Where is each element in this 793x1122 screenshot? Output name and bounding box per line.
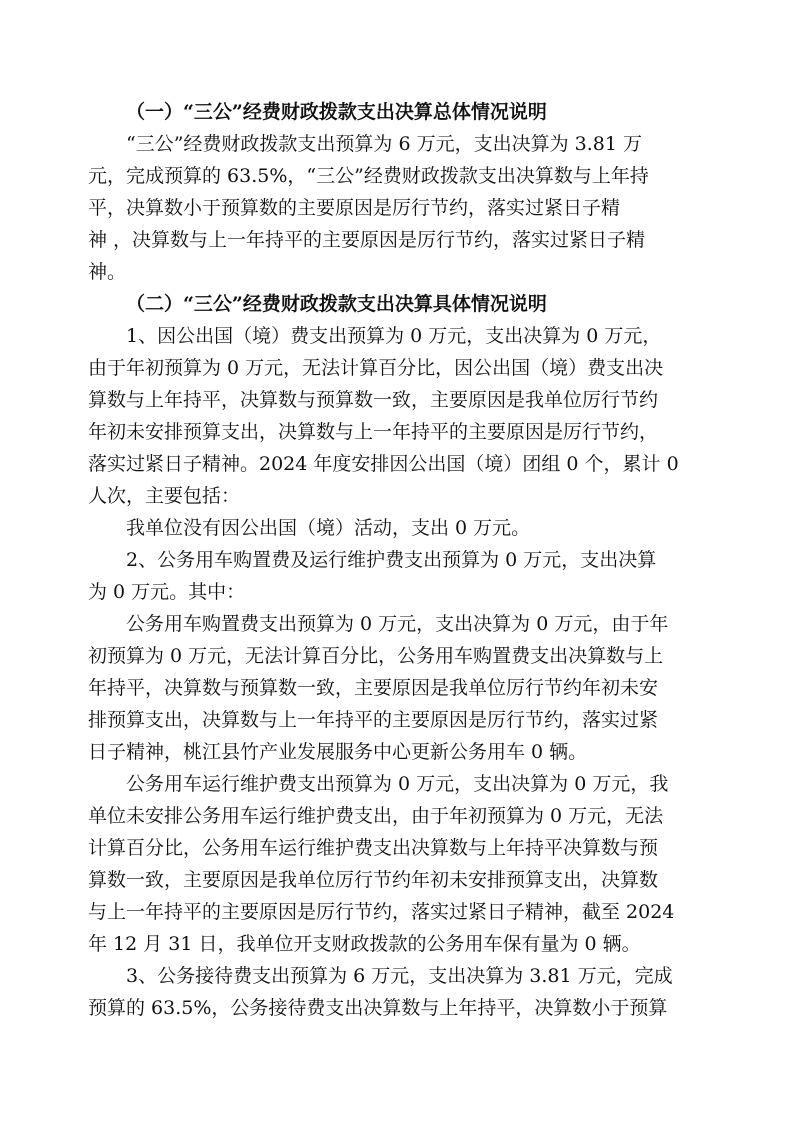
paragraph-line: 计算百分比，公务用车运行维护费支出决算数与上年持平决算数与预 — [88, 837, 659, 859]
paragraph-line: 排预算支出，决算数与上一年持平的主要原因是厉行节约，落实过紧 — [88, 709, 659, 731]
paragraph-line: 算数一致，主要原因是我单位厉行节约年初未安排预算支出，决算数 — [88, 869, 659, 891]
paragraph-line: 日子精神，桃江县竹产业发展服务中心更新公务用车 0 辆。 — [88, 741, 588, 763]
paragraph-line: 年持平，决算数与预算数一致，主要原因是我单位厉行节约年初未安 — [88, 677, 659, 699]
paragraph-line: 人次，主要包括： — [88, 485, 241, 507]
paragraph-line: 元，完成预算的 63.5%，“三公”经费财政拨款支出决算数与上年持 — [88, 165, 649, 187]
paragraph-line: 2、公务用车购置费及运行维护费支出预算为 0 万元，支出决算 — [126, 549, 657, 571]
paragraph-line: 年初未安排预算支出，决算数与上一年持平的主要原因是厉行节约， — [88, 421, 659, 443]
paragraph-line: 1、因公出国（境）费支出预算为 0 万元，支出决算为 0 万元， — [126, 325, 662, 347]
paragraph-line: 算数与上年持平，决算数与预算数一致，主要原因是我单位厉行节约 — [88, 389, 659, 411]
paragraph-line: 公务用车购置费支出预算为 0 万元，支出决算为 0 万元，由于年 — [126, 613, 669, 635]
paragraph-line: 为 0 万元。其中： — [88, 581, 246, 603]
paragraph-line: 与上一年持平的主要原因是厉行节约，落实过紧日子精神，截至 2024 — [88, 901, 675, 923]
paragraph-line: 我单位没有因公出国（境）活动，支出 0 万元。 — [126, 517, 531, 539]
paragraph-line: “三公”经费财政拨款支出预算为 6 万元，支出决算为 3.81 万 — [126, 133, 642, 155]
paragraph-line: 初预算为 0 万元，无法计算百分比，公务用车购置费支出决算数与上 — [88, 645, 664, 667]
paragraph-line: 由于年初预算为 0 万元，无法计算百分比，因公出国（境）费支出决 — [88, 357, 664, 379]
paragraph-line: 预算的 63.5%，公务接待费支出决算数与上年持平，决算数小于预算 — [88, 997, 668, 1019]
paragraph-line: 平，决算数小于预算数的主要原因是厉行节约，落实过紧日子精 — [88, 197, 621, 219]
paragraph-line: 3、公务接待费支出预算为 6 万元，支出决算为 3.81 万元，完成 — [126, 965, 673, 987]
paragraph-line: 年 12 月 31 日，我单位开支财政拨款的公务用车保有量为 0 辆。 — [88, 933, 641, 955]
section2-heading: （二）“三公”经费财政拨款支出决算具体情况说明 — [126, 293, 547, 315]
paragraph-line: 公务用车运行维护费支出预算为 0 万元，支出决算为 0 万元，我 — [126, 773, 669, 795]
paragraph-line: 落实过紧日子精神。2024 年度安排因公出国（境）团组 0 个，累计 0 — [88, 453, 679, 475]
paragraph-line: 神。 — [88, 261, 127, 283]
section1-heading: （一）“三公”经费财政拨款支出决算总体情况说明 — [126, 101, 547, 123]
paragraph-line: 神 ，决算数与上一年持平的主要原因是厉行节约，落实过紧日子精 — [88, 229, 646, 251]
paragraph-line: 单位未安排公务用车运行维护费支出，由于年初预算为 0 万元，无法 — [88, 805, 664, 827]
